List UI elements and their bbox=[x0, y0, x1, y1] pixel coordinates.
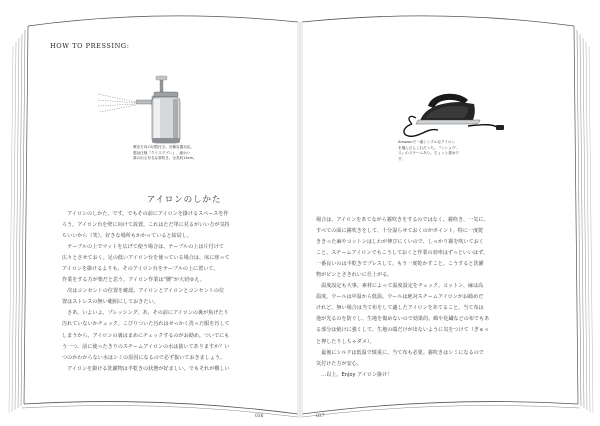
left-body-text: アイロンのしかた、です。でもその前にアイロンを掛けるスペースを作 ろう。アイロン台を壁に向けて設置。これはただ単に見るがいい方が気持 ちいいから（笑）。好きな場所もかかっていると結局し。 テーブルの上でマットを広げて使う場合は、テーブルの上は片付けて 広々とさせておく。足の低いアイロン台を使っている場合は、床に座って アイロンを掛けるよりも、そのアイロン台をテーブルの上に置いて、 作業をする方が楽だと思う。アイロン作業は“腰”が大切ゆえ。 次はコンセントの位置を確認。アイロンとアイロンとコンセントの位 置はストレスの無い範囲にしておきたい。 さあ、いよいよ、プレッシング。あ、その前にアイロンの裏が焦げたり 汚れていないかチェック。こびりついた汚れはせっかく洗った服を汚して しまうから、アイロンの裏はまめにチェックするのがお勧め。ついでにも う一つ、前に使ったきりのスチームアイロンの水は抜いてありますか？い つのかわからない水はシミの原因になるので必ず抜いておきましょう。 アイロンを掛ける洗濯物は半乾きの状態が好ましい。でもそれが難しい bbox=[62, 211, 230, 372]
spray-bottle-illustration bbox=[96, 74, 196, 146]
page-number-left: 036 bbox=[255, 414, 264, 419]
page-heading: HOW TO PRESSING: bbox=[50, 42, 130, 50]
page-number-right: 037 bbox=[316, 414, 325, 419]
steam-iron-illustration bbox=[398, 88, 508, 140]
sprayer-caption: 噴出方向の切替付き。各種容器対応。 製品仕様『クリスプブレ』、細かい 霧の出る有名な霧吹き。全長約14cm。 bbox=[133, 145, 197, 161]
right-body-text: 場合は、アイロンをあてながら霧吹きをするのではなく、霧吹き、一気に、 すべての面に霧吹きをして、十分湿らせておくのがポイント。特に一度乾 ききった麻やコットンはしわが伸びにくいので、しっかり霧を吹いておく こと。スチームアイロンでもこうしておくと作業の効率はずっといいはず。 一番良いのは半乾きでプレスして、もう一度乾かすこと。こうすると洗濯 物がピンとさきれいに仕上がる。 温度設定も大事。素材によって温度設定をチェック。コットン、麻は高 温度。ウールは中温から低温。ウールは絶対スチームアイロンがお勧めだ けれど、無い場合は当て布をして適したアイロンをあてること。当て布は 他が光るのを防ぐし、生地を傷めないので効果的。綿や化繊などの布でもあ る部分は焼けに強くして、生地の端だけが出ないように気をつけて（ぎゅっ と押したりしちゃダメ）。 最後にシルクは低温で慎重に。当て布も必要。霧吹きはシミになるので 気付けた方が安心。 …以上。Enjoy アイロン掛け！ bbox=[316, 217, 490, 378]
iron-caption: Amazonで一番シンプルなアイロン を選んだらこれだった。『シショウ', ス』のスチームあり。ちょっと重めです。 bbox=[398, 140, 460, 161]
section-title: アイロンのしかた bbox=[146, 195, 222, 205]
